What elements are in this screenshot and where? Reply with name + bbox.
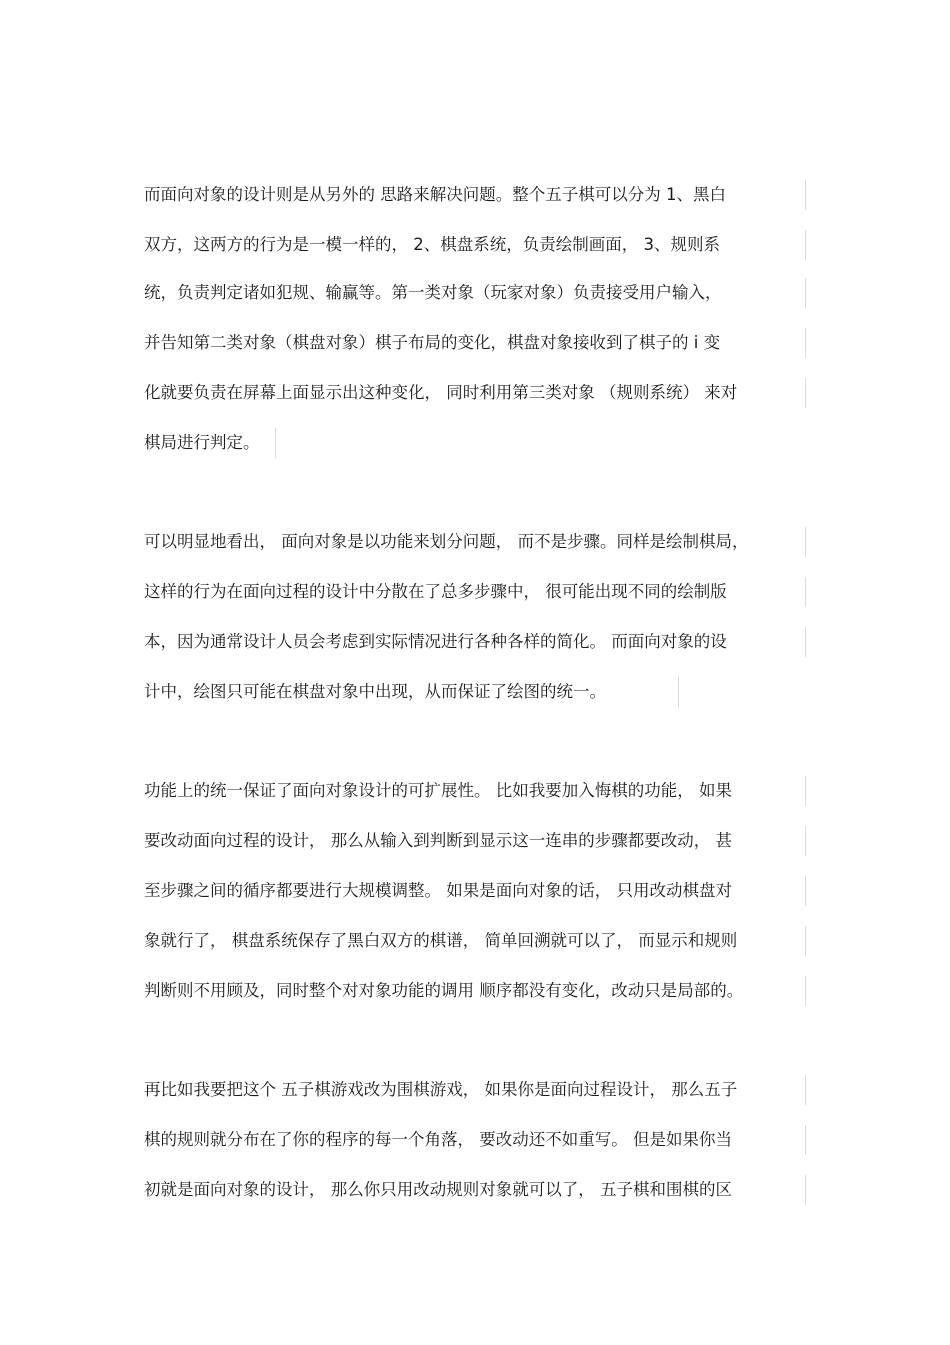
paragraph-4-line-3: 初就是面向对象的设计， 那么你只用改动规则对象就可以了， 五子棋和围棋的区 — [144, 1175, 806, 1205]
paragraph-1-line-6: 棋局进行判定。 — [144, 428, 276, 458]
paragraph-3-line-5: 判断则不用顾及，同时整个对对象功能的调用 顺序都没有变化，改动只是局部的。 — [144, 976, 806, 1006]
paragraph-3-line-3: 至步骤之间的循序都要进行大规模调整。 如果是面向对象的话， 只用改动棋盘对 — [144, 876, 806, 906]
paragraph-1-line-1: 而面向对象的设计则是从另外的 思路来解决问题。整个五子棋可以分为 1、黑白 — [144, 180, 806, 210]
paragraph-1-line-2: 双方，这两方的行为是一模一样的， 2、棋盘系统，负责绘制画面， 3、规则系 — [144, 230, 806, 260]
paragraph-1-line-3: 统，负责判定诸如犯规、输赢等。第一类对象（玩家对象）负责接受用户输入， — [144, 278, 806, 308]
paragraph-3-line-4: 象就行了， 棋盘系统保存了黑白双方的棋谱， 简单回溯就可以了， 而显示和规则 — [144, 926, 806, 956]
paragraph-3-line-1: 功能上的统一保证了面向对象设计的可扩展性。 比如我要加入悔棋的功能， 如果 — [144, 776, 806, 806]
paragraph-2-line-1: 可以明显地看出， 面向对象是以功能来划分问题， 而不是步骤。同样是绘制棋局， — [144, 527, 806, 557]
paragraph-2-line-2: 这样的行为在面向过程的设计中分散在了总多步骤中， 很可能出现不同的绘制版 — [144, 577, 806, 607]
paragraph-1-line-4: 并告知第二类对象（棋盘对象）棋子布局的变化，棋盘对象接收到了棋子的 i 变 — [144, 328, 806, 358]
paragraph-2-line-4: 计中，绘图只可能在棋盘对象中出现，从而保证了绘图的统一。 — [144, 677, 679, 707]
paragraph-4-line-2: 棋的规则就分布在了你的程序的每一个角落， 要改动还不如重写。 但是如果你当 — [144, 1125, 806, 1155]
paragraph-4-line-1: 再比如我要把这个 五子棋游戏改为围棋游戏， 如果你是面向过程设计， 那么五子 — [144, 1075, 806, 1105]
paragraph-1-line-5: 化就要负责在屏幕上面显示出这种变化， 同时利用第三类对象 （规则系统） 来对 — [144, 378, 806, 408]
paragraph-2-line-3: 本，因为通常设计人员会考虑到实际情况进行各种各样的简化。 而面向对象的设 — [144, 627, 806, 657]
paragraph-3-line-2: 要改动面向过程的设计， 那么从输入到判断到显示这一连串的步骤都要改动， 甚 — [144, 826, 806, 856]
